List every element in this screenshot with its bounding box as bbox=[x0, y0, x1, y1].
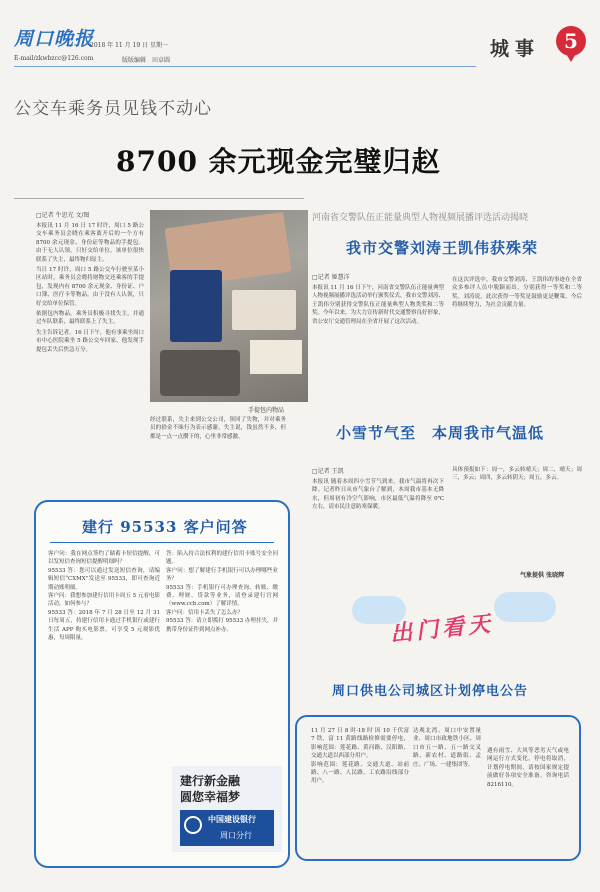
article1-para: 依据包内物品，乘务员积极寻找失主，并通过车队联系，最终联系上了失主。 bbox=[36, 311, 144, 326]
article2-headline: 我市交警刘涛王凯伟获殊荣 bbox=[346, 239, 539, 257]
article1-para: 失主告诉记者，16 日下午，他有事乘坐周口市中心医院乘坐 5 路公交车回家，他发现手提包丢失后焦急万分。 bbox=[36, 329, 144, 353]
weather-banner-title: 出门看天 bbox=[389, 610, 496, 648]
page-number-pin bbox=[556, 26, 586, 56]
section-badge bbox=[480, 24, 584, 64]
qa-title: 建行 95533 客户问答 bbox=[82, 518, 248, 536]
article2-byline: □记者 姬慧洋 bbox=[312, 274, 350, 281]
qa-rule bbox=[50, 542, 274, 543]
article3-body-left: 本报讯 随着本周四小雪节气到来，我市气温将再次下降。记者昨日从市气象台了解到，本周我市基本无降水，但周初有冷空气影响，市区最低气温将降至 0℃左右，请市民注意防寒保暖。 bbox=[312, 479, 444, 511]
masthead-date: 2018 年 11 月 19 日 星期一 bbox=[90, 42, 168, 49]
outage-title: 周口供电公司城区计划停电公告 bbox=[332, 684, 529, 699]
document-graphic bbox=[250, 340, 302, 374]
ccb-ad bbox=[172, 766, 282, 852]
qa-col1: 客户问：我在网点签约了储蓄卡短信提醒，可以发短信查询短信提醒明细吗？ 95533 答：您可以通过发送短信查询，请编辑短信“CXMX”发送至 95533，即可查询近期动账明细。 客户问：我想参加建行信用卡周五 5 元看电影活动，如何参与？ 95533 答：2018 年 7 月 28 日至 12 月 31 日每周五，持建行信用卡通过手机银行或建行生活 APP 购买电影票，可享受 5 元观影优惠，每周限量。 bbox=[48, 551, 160, 642]
article3-credit: 气象提供 张晓辉 bbox=[520, 572, 565, 579]
article1-para: 当日 17 时许，周口 5 路公交车行驶至某小区站时，乘务员会晓将财物交还乘客的手提包，发现内有 8700 余元现金、身份证、户口簿、医疗卡等物品。由于没有人认领，只好交给单位保管。 bbox=[36, 267, 144, 307]
outage-body-left: 11 月 27 日 8 时-18 时 因 10 千伏富 7 铁、富 11 黄路线路检修需要停电，影响范围：莲花路、黄河路、汉阳路、交通大道以西部分用户。 影响范围：莲花路、交通大道、站前路、八一路、人民路、工农路沿线部分用户。 bbox=[311, 728, 409, 785]
section-title: 城事 bbox=[490, 38, 541, 60]
ccb-ad-line1: 建行新金融 bbox=[180, 774, 241, 788]
weather-banner bbox=[334, 588, 570, 652]
masthead-editor: 版版编辑 田卓圆 bbox=[122, 57, 171, 64]
id-card-graphic bbox=[232, 290, 296, 330]
ccb-ad-bank: 中国建设银行 bbox=[208, 814, 256, 824]
article1-kicker: 公交车乘务员见钱不动心 bbox=[14, 99, 212, 119]
masthead-email: E-mail/zkwbzcc@126.com bbox=[14, 55, 94, 62]
masthead-logo: 周口晚报 bbox=[14, 28, 95, 50]
qa-col2: 答：陷入持合法权利的建行信用卡账号安全问题。 客户问：想了解建行手机银行可以办理哪些业务？ 95533 答：手机银行可办理查询、转账、缴费、理财、贷款等业务，请登录建行官网（www.ccb.com）了解详情。 客户问：信用卡丢失了怎么办？ 95533 答：请立即拨打 95533 办理挂失，并携带身份证件到网点补办。 bbox=[166, 551, 278, 633]
article3-byline: □记者 王凯 bbox=[312, 468, 344, 475]
article2-body-left: 本报讯 11 月 16 日下午，河南省交警队伍正能量典型人物视频展播评选活动举行颁奖仪式，我市交警刘涛、王凯伟分别获得交警队伍正能量典型人物类奖和二等奖。今年以来，为大力宣传新时代交通警察良好形象，省公安厅交通管理局在全省开展了这次活动。 bbox=[312, 285, 445, 325]
article3-body-right: 具体预报如下：周一，多云转晴天；周二，晴天；周三，多云；周四，多云转阴天；周五，多云。 bbox=[452, 467, 582, 482]
ccb-logo-bar bbox=[180, 810, 274, 846]
article1-photo bbox=[150, 210, 308, 402]
article1-byline: □记者 牛思光 文/图 bbox=[36, 212, 90, 219]
article1-para: 本报讯 11 月 16 日 17 时许，周口 5 路公交车乘务员会晓在乘客离开后的一个方有 8700 余元现金、身份证等物品的手提包。由于无人认领，只好交给单位。该单位很快联系了失主，最终物归原主。 bbox=[36, 223, 144, 263]
masthead-rule bbox=[14, 66, 476, 67]
ccb-logo-icon bbox=[184, 816, 202, 834]
article1-body-mid: 经过联系，失主来到公交公司，领回了失物，并对乘务员的拾金不昧行为表示感谢。失主说，钱虽然不多，但都是一点一点攒下的，心里非常感激。 bbox=[150, 417, 286, 440]
article1-body-left bbox=[36, 222, 144, 354]
wallet-graphic bbox=[160, 350, 240, 396]
outage-box bbox=[295, 715, 581, 861]
cloud-icon bbox=[494, 592, 556, 622]
outage-body-right: 遇有雨雪、大风等恶劣天气或电网运行方式变化，停电将取消，计划停电期间，请按国家规定提前做好各项安全准备。咨询电话 8216110。 bbox=[487, 748, 569, 788]
page-number: 5 bbox=[564, 29, 578, 53]
article3-headline: 小雪节气至 本周我市气温低 bbox=[336, 424, 545, 442]
outage-body-mid: 达观北湾、周口中安置量业、周口市政地铁小区、周口市五一路、五一路交叉路、新农村、道路街、孟庄、广场、一建集团等。 bbox=[413, 728, 481, 768]
article2-body-right: 在这次评选中，我市交警刘涛、王凯伟的事迹在全省众多参评人员中脱颖而出，分别获得一等奖和二等奖。刘涛说，此次获得一等奖是鼓励更是鞭策，今后将继续努力，为社会贡献力量。 bbox=[452, 277, 582, 309]
ccb-ad-line2: 圆您幸福梦 bbox=[180, 790, 241, 804]
passport-graphic bbox=[170, 270, 222, 342]
article1-headline: 8700 余元现金完璧归赵 bbox=[116, 145, 441, 178]
ccb-ad-branch: 周口分行 bbox=[220, 831, 252, 840]
article1-rule bbox=[14, 198, 304, 199]
article1-photo-caption: 手提包内物品 bbox=[248, 407, 285, 414]
article2-kicker: 河南省交警队伍正能量典型人物视频展播评选活动揭晓 bbox=[312, 213, 529, 223]
qa-box bbox=[34, 500, 290, 868]
